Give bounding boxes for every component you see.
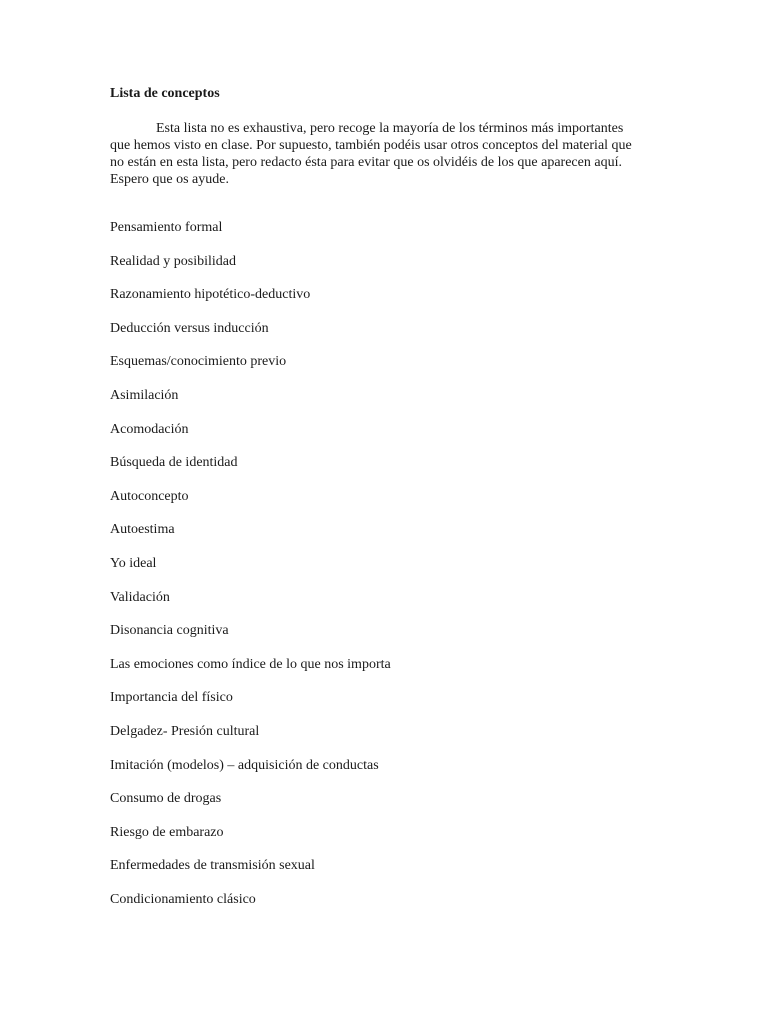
intro-paragraph: Esta lista no es exhaustiva, pero recoge la mayoría de los términos más importantes que hemos visto en clase. Por supuesto, también podéis usar otros conceptos del material que no están en esta lista, pero redacto ésta para evitar que os olvidéis de los que aparecen aquí. Espero que os ayude. — [110, 121, 632, 187]
document-title: Lista de conceptos — [110, 86, 220, 101]
concept-item: Deducción versus inducción — [110, 320, 269, 336]
concept-item: Riesgo de embarazo — [110, 824, 224, 840]
concept-item: Delgadez- Presión cultural — [110, 723, 260, 739]
concept-item: Enfermedades de transmisión sexual — [110, 858, 315, 874]
concept-item: Búsqueda de identidad — [110, 455, 238, 471]
concept-item: Pensamiento formal — [110, 220, 223, 235]
concept-item: Consumo de drogas — [110, 791, 222, 807]
concept-item: Autoestima — [110, 522, 175, 538]
concept-item: Yo ideal — [110, 555, 157, 571]
concept-item: Acomodación — [110, 421, 189, 437]
concept-item: Realidad y posibilidad — [110, 253, 236, 269]
concept-item: Razonamiento hipotético-deductivo — [110, 287, 311, 303]
concept-item: Validación — [110, 589, 170, 605]
concept-item: Imitación (modelos) – adquisición de conductas — [110, 757, 379, 773]
concept-item: Esquemas/conocimiento previo — [110, 354, 287, 370]
concept-item: Condicionamiento clásico — [110, 891, 256, 907]
concept-item: Disonancia cognitiva — [110, 623, 229, 639]
concept-list — [110, 219, 391, 924]
concept-item: Importancia del físico — [110, 690, 233, 706]
concept-item: Las emociones como índice de lo que nos importa — [110, 656, 391, 672]
concept-item: Asimilación — [110, 387, 179, 403]
concept-item: Autoconcepto — [110, 488, 189, 504]
